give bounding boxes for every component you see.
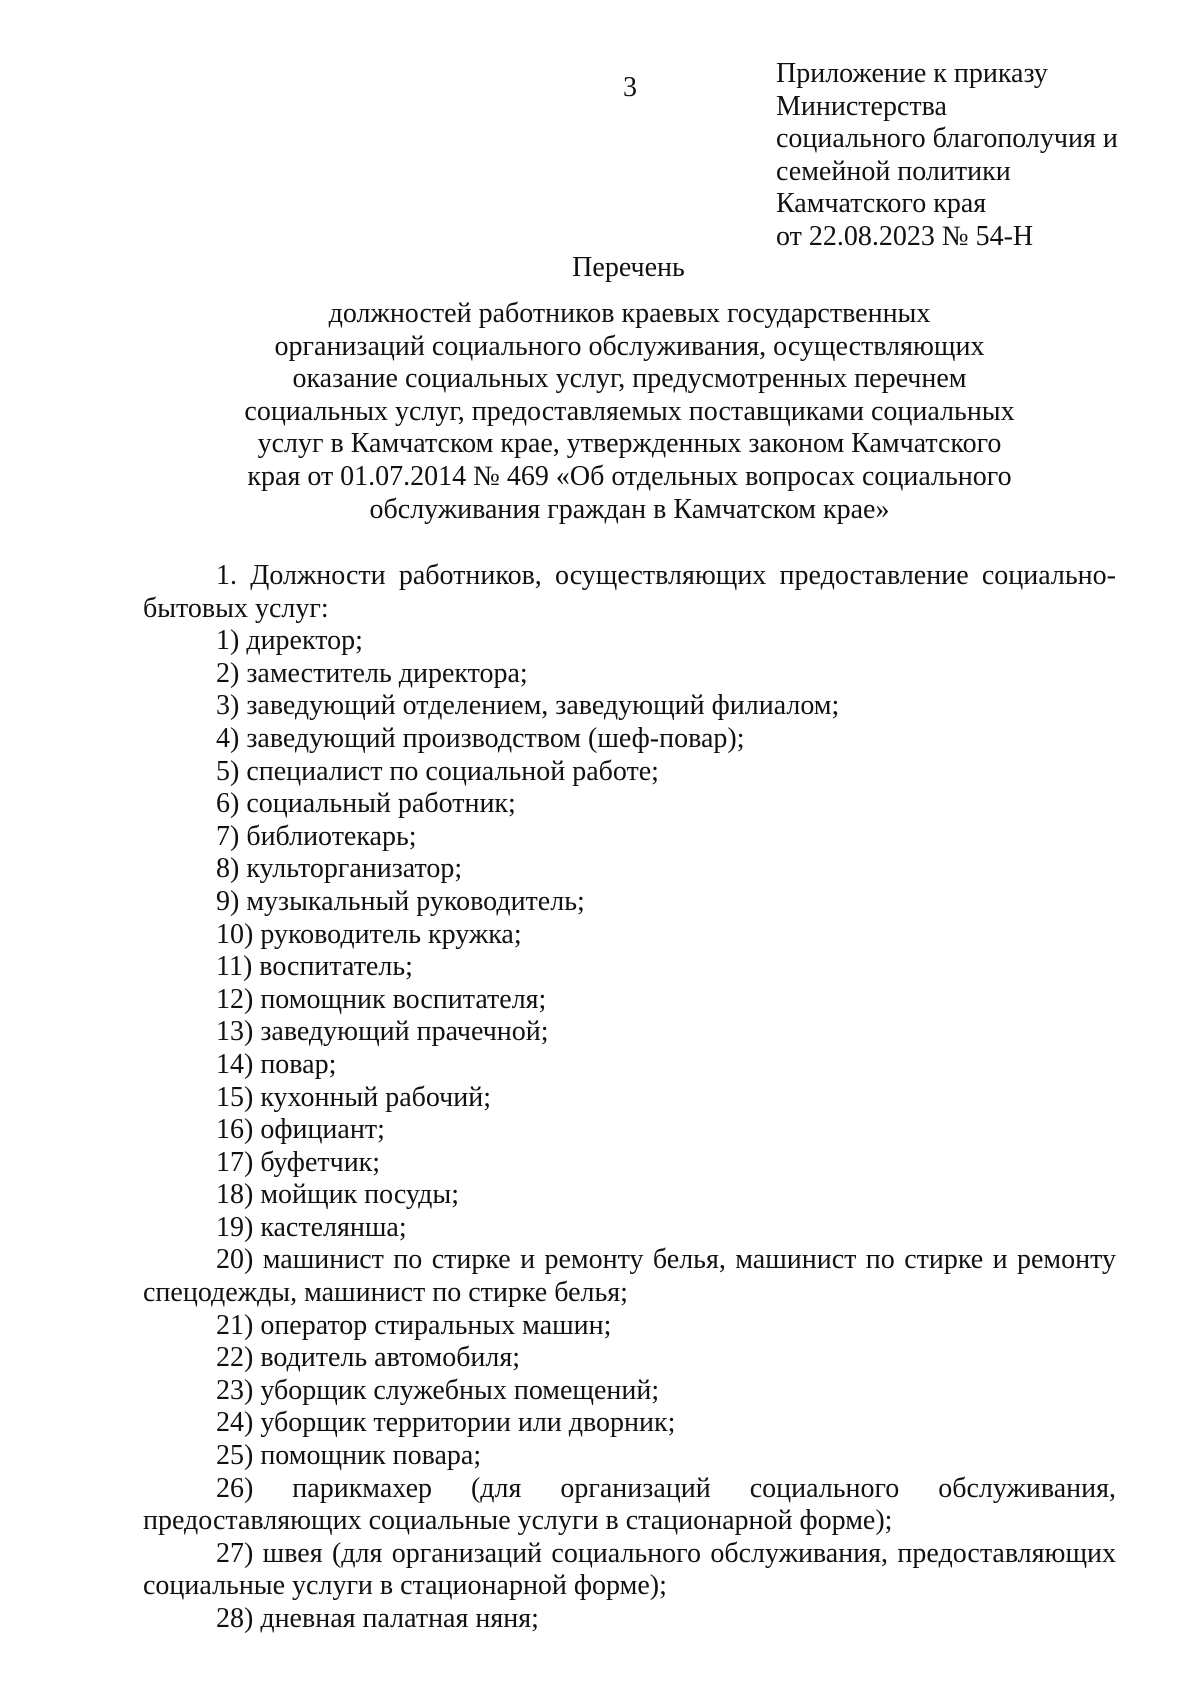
subtitle-line: обслуживания граждан в Камчатском крае» (369, 493, 890, 525)
list-item: 8) культорганизатор; (216, 853, 463, 885)
appendix-line: социального благополучия и (776, 123, 1118, 154)
list-item: 2) заместитель директора; (216, 657, 528, 689)
list-item: 1) директор; (216, 625, 363, 657)
list-item: 22) водитель автомобиля; (216, 1342, 521, 1374)
list-item: 26) парикмахер (для организаций социального обслуживания, (216, 1472, 1116, 1504)
list-item: 27) швея (для организаций социального обслуживания, предоставляющих (216, 1537, 1116, 1569)
document-title: Перечень (572, 252, 685, 283)
subtitle-line: услуг в Камчатском крае, утвержденных законом Камчатского (257, 428, 1002, 460)
list-item: 24) уборщик территории или дворник; (216, 1407, 676, 1439)
page-number: 3 (623, 72, 637, 103)
subtitle-line: социальных услуг, предоставляемых поставщиками социальных (244, 395, 1015, 427)
list-item: 21) оператор стиральных машин; (216, 1309, 612, 1341)
list-item: 13) заведующий прачечной; (216, 1016, 549, 1048)
document-body (143, 560, 1116, 1636)
list-item: 18) мойщик посуды; (216, 1179, 459, 1211)
list-item: 9) музыкальный руководитель; (216, 885, 585, 917)
subtitle-line: края от 01.07.2014 № 469 «Об отдельных вопросах социального (247, 460, 1012, 492)
list-item: 12) помощник воспитателя; (216, 983, 547, 1015)
list-item: 15) кухонный рабочий; (216, 1081, 492, 1113)
list-item: 4) заведующий производством (шеф-повар); (216, 722, 745, 754)
list-item: 19) кастелянша; (216, 1211, 407, 1243)
list-item: 5) специалист по социальной работе; (216, 755, 659, 787)
appendix-line: Камчатского края (776, 188, 987, 219)
list-item: 3) заведующий отделением, заведующий филиалом; (216, 690, 840, 722)
section-heading-line: бытовых услуг: (143, 592, 329, 624)
subtitle-line: организаций социального обслуживания, осуществляющих (274, 330, 985, 362)
subtitle-line: оказание социальных услуг, предусмотренных перечнем (292, 363, 967, 395)
list-item-continuation: социальные услуги в стационарной форме); (143, 1570, 667, 1602)
document-subtitle (143, 298, 1116, 526)
list-item: 10) руководитель кружка; (216, 918, 522, 950)
list-item: 25) помощник повара; (216, 1440, 482, 1472)
list-item-continuation: спецодежды, машинист по стирке белья; (143, 1277, 628, 1309)
appendix-line: от 22.08.2023 № 54-Н (776, 220, 1034, 252)
list-item: 20) машинист по стирке и ремонту белья, машинист по стирке и ремонту (216, 1244, 1116, 1276)
list-item: 7) библиотекарь; (216, 820, 417, 852)
list-item: 16) официант; (216, 1114, 385, 1146)
list-item: 11) воспитатель; (216, 951, 413, 983)
list-item-continuation: предоставляющих социальные услуги в стационарной форме); (143, 1505, 893, 1537)
list-item: 14) повар; (216, 1048, 337, 1080)
list-item: 6) социальный работник; (216, 788, 516, 820)
list-item: 28) дневная палатная няня; (216, 1603, 539, 1634)
appendix-line: Министерства (776, 90, 947, 122)
section-heading-line: 1. Должности работников, осуществляющих предоставление социально- (216, 560, 1116, 591)
list-item: 17) буфетчик; (216, 1146, 381, 1178)
appendix-line: Приложение к приказу (776, 58, 1048, 89)
appendix-line: семейной политики (776, 155, 1011, 187)
subtitle-line: должностей работников краевых государственных (328, 298, 931, 329)
appendix-block (776, 58, 1176, 253)
list-item: 23) уборщик служебных помещений; (216, 1374, 660, 1406)
